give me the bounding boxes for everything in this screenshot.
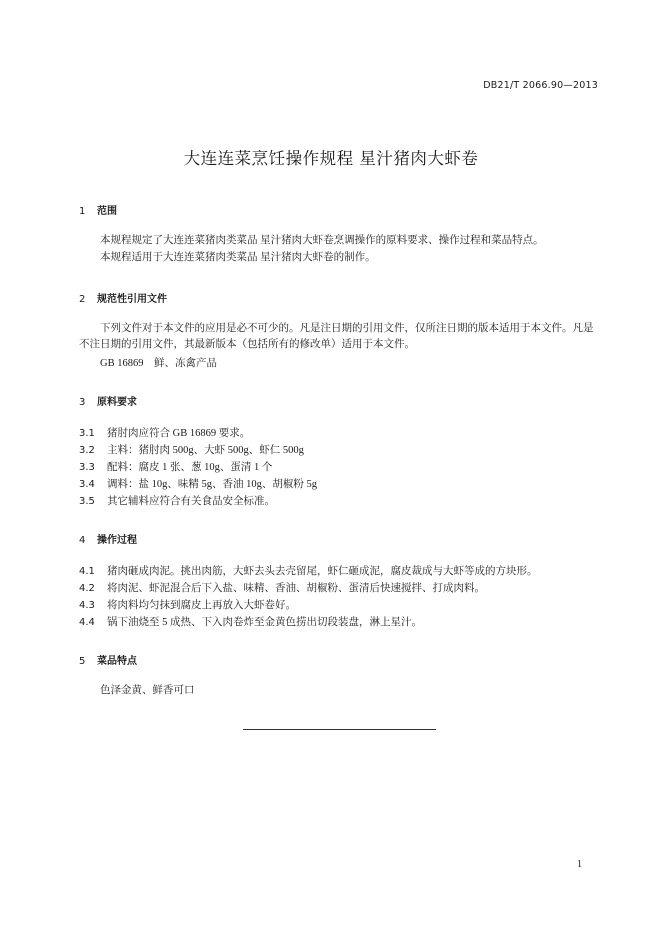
section-number: 4 [79,535,86,546]
section-title: 操作过程 [97,535,137,546]
item-text: 调料：盐 10g、味精 5g、香油 10g、胡椒粉 5g [107,479,317,490]
item-text: 主料：猪肘肉 500g、大虾 500g、虾仁 500g [107,445,304,456]
item-text: 将肉料均匀抹到腐皮上再放入大虾卷好。 [107,600,296,611]
end-divider [243,729,436,730]
normative-paragraph: 下列文件对于本文件的应用是必不可少的。凡是注日期的引用文件，仅所注日期的版本适用于本文件。凡是不注日期的引用文件，其最新版本（包括所有的修改单）适用于本文件。 [79,323,594,350]
section-heading-process [79,531,137,546]
section-number: 1 [79,206,86,217]
section-heading-scope [79,202,117,217]
item-number: 4.3 [79,600,95,611]
item-text: 猪肉砸成肉泥。挑出肉筋，大虾去头去壳留尾，虾仁砸成泥，腐皮裁成与大虾等成的方块形。 [107,566,538,577]
process-item [79,597,296,612]
item-text: 将肉泥、虾泥混合后下入盐、味精、香油、胡椒粉、蛋清后快速搅拌、打成肉料。 [107,583,485,594]
item-number: 4.1 [79,566,95,577]
section-number: 3 [79,397,86,408]
item-number: 3.3 [79,462,95,473]
standard-code: DB21/T 2066.90—2013 [483,80,598,91]
item-number: 4.2 [79,583,95,594]
section-heading-materials [79,393,137,408]
materials-item [79,493,275,508]
process-item [79,580,485,595]
process-item [79,563,538,578]
materials-item [79,476,317,491]
item-text: 锅下油烧至 5 成热、下入肉卷炸至金黄色捞出切段装盘，淋上星汁。 [107,617,422,628]
section-heading-features [79,652,137,667]
item-text: 猪肘肉应符合 GB 16869 要求。 [107,428,251,439]
materials-item [79,425,250,440]
item-text: 其它辅料应符合有关食品安全标准。 [107,496,275,507]
item-text: 配料：腐皮 1 张、葱 10g、蛋清 1 个 [107,462,273,473]
section-title: 菜品特点 [97,656,137,667]
item-number: 3.4 [79,479,95,490]
section-number: 2 [79,294,86,305]
item-number: 3.5 [79,496,95,507]
item-number: 3.2 [79,445,95,456]
item-number: 4.4 [79,617,95,628]
section-number: 5 [79,656,86,667]
page-number: 1 [577,859,582,870]
materials-item [79,459,272,474]
section-title: 原料要求 [97,397,137,408]
section-title: 规范性引用文件 [97,294,167,305]
section-heading-normative [79,290,167,305]
features-text: 色泽金黄、鲜香可口 [100,685,195,696]
scope-paragraph-2: 本规程适用于大连连菜猪肉类菜品 星汁猪肉大虾卷的制作。 [100,252,376,263]
section-title: 范围 [97,206,117,217]
item-number: 3.1 [79,428,95,439]
normative-reference: GB 16869 鲜、冻禽产品 [100,358,217,369]
materials-item [79,442,304,457]
process-item [79,614,422,629]
document-title: 大连连菜烹饪操作规程 星汁猪肉大虾卷 [183,149,479,168]
scope-paragraph-1: 本规程规定了大连连菜猪肉类菜品 星汁猪肉大虾卷烹调操作的原料要求、操作过程和菜品特点。 [100,235,544,246]
